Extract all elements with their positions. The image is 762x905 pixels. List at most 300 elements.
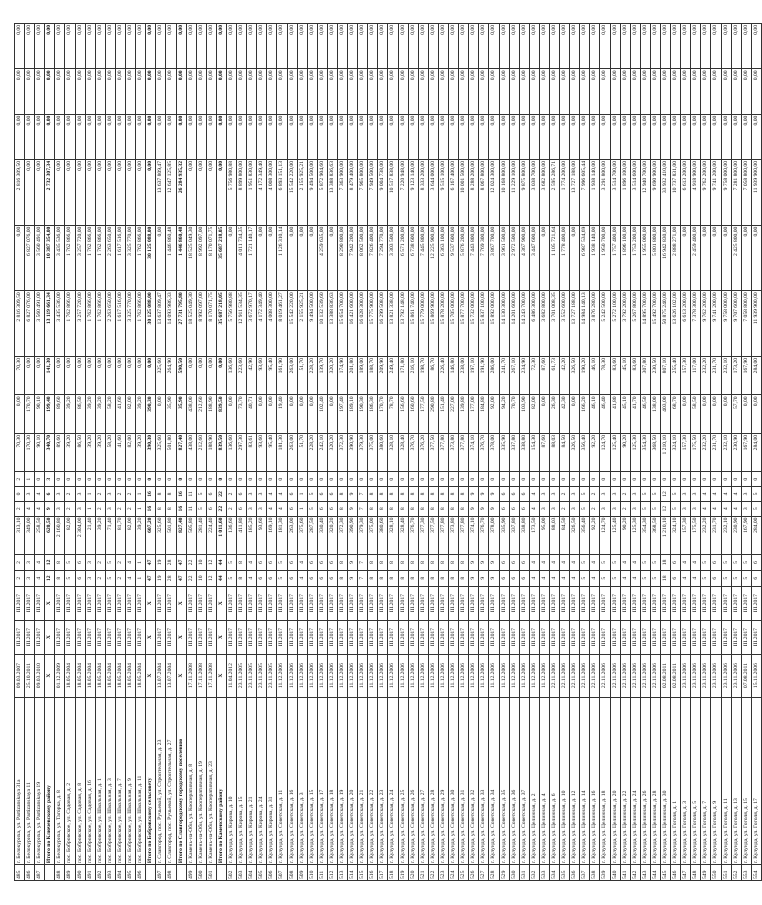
table-cell: 0,00 — [691, 69, 701, 114]
table-cell: 0,00 — [529, 114, 539, 159]
table-cell: 0 — [499, 472, 509, 487]
table-cell: 1 — [297, 501, 307, 516]
table-cell: г. Кулунда, ул. Советская, д. 25 — [398, 697, 408, 865]
table-cell: 8 — [438, 487, 448, 502]
table-cell: г. Кулунда, ул. Советская, д. 34 — [489, 697, 499, 865]
table-cell: 0,00 — [368, 69, 378, 114]
table-cell: 167,90 — [741, 433, 751, 471]
table-row — [297, 24, 307, 881]
table-cell: 0,00 — [398, 114, 408, 159]
table-row — [65, 24, 75, 881]
table-cell: 501,80 — [166, 433, 176, 471]
table-cell: 0,00 — [146, 159, 156, 225]
table-cell: 9 758 000,00 — [721, 159, 731, 225]
subtotal-row — [146, 24, 156, 881]
table-cell: III.2017 — [327, 586, 337, 620]
table-cell: 0,00 — [267, 114, 277, 159]
table-row — [580, 24, 590, 881]
table-cell: 39,20 — [136, 516, 146, 554]
table-cell: 2 — [115, 570, 125, 586]
table-cell: 0 — [317, 472, 327, 487]
table-cell: 0,00 — [206, 159, 216, 225]
table-cell: 8 — [368, 501, 378, 516]
table-cell: III.2017 — [267, 586, 277, 620]
table-cell: III.2017 — [610, 620, 620, 654]
table-cell — [176, 865, 186, 881]
table-row — [529, 24, 539, 881]
table-cell: 338,80 — [519, 433, 529, 471]
table-cell: 23.11.2006 — [721, 654, 731, 697]
table-cell: 505,80 — [186, 516, 196, 554]
table-cell: 8 — [449, 555, 459, 571]
table-cell: 0,00 — [701, 225, 711, 291]
table-cell: 0,00 — [226, 114, 236, 159]
table-cell: 263,00 — [287, 356, 297, 394]
table-cell: III.2017 — [640, 586, 650, 620]
table-cell: 3 435 536,00 — [55, 225, 65, 291]
table-cell: 6 — [317, 501, 327, 516]
table-cell: 0,00 — [257, 395, 267, 433]
table-cell: 0,00 — [166, 114, 176, 159]
table-cell: 1 955 000,00 — [640, 225, 650, 291]
table-cell: 517 — [378, 865, 388, 881]
table-cell: 0,00 — [267, 69, 277, 114]
table-cell: III.2017 — [237, 620, 247, 654]
table-cell: г. Кулунда, ул. Советская, д. 11 — [277, 697, 287, 865]
table-cell: 21,40 — [85, 516, 95, 554]
table-cell: 6 486 300,00 — [529, 291, 539, 357]
table-cell: 9 004 738,00 — [378, 159, 388, 225]
table-cell: 0,00 — [640, 69, 650, 114]
table-cell: 4 — [681, 570, 691, 586]
table-cell: 47 — [146, 570, 156, 586]
table-cell: 0,00 — [156, 69, 166, 114]
table-cell: X — [176, 654, 186, 697]
table-cell: III.2017 — [166, 586, 176, 620]
table-cell: 9 — [348, 501, 358, 516]
subtotal-row — [216, 24, 226, 881]
table-cell: 0 — [287, 472, 297, 487]
table-cell: 529 — [499, 865, 509, 881]
table-cell: 496 — [136, 865, 146, 881]
table-cell: 4 — [620, 570, 630, 586]
table-cell: 0,00 — [398, 69, 408, 114]
table-cell: 0,00 — [388, 69, 398, 114]
table-cell: III.2017 — [701, 620, 711, 654]
table-cell: 0,00 — [146, 114, 156, 159]
table-cell: 0,00 — [529, 24, 539, 69]
table-row — [257, 24, 267, 881]
table-cell: 9 — [479, 501, 489, 516]
table-cell: 181,30 — [277, 433, 287, 471]
table-cell: 11 — [186, 487, 196, 502]
table-cell: 3 447 600,00 — [529, 225, 539, 291]
table-cell: 0,00 — [388, 114, 398, 159]
table-cell: 0,00 — [317, 69, 327, 114]
table-cell: III.2017 — [115, 586, 125, 620]
table-cell: 93,60 — [257, 433, 267, 471]
table-cell: 3 — [549, 487, 559, 502]
table-cell: 354,30 — [640, 433, 650, 471]
table-cell: 58,20 — [105, 395, 115, 433]
table-cell: 1 721 140,17 — [247, 225, 257, 291]
table-cell: 13 792 148,00 — [398, 291, 408, 357]
table-cell: 0,00 — [247, 69, 257, 114]
table-cell: 0,00 — [95, 114, 105, 159]
table-cell: 0,00 — [711, 69, 721, 114]
table-cell: 0,00 — [126, 159, 136, 225]
table-cell: 9 — [348, 487, 358, 502]
table-cell: 6 — [75, 555, 85, 571]
table-cell: 8 — [418, 501, 428, 516]
table-cell: 232,10 — [721, 516, 731, 554]
table-cell: III.2017 — [206, 620, 216, 654]
table-cell: 88,03 — [549, 516, 559, 554]
table-cell: 3 — [85, 570, 95, 586]
table-cell: 4 008 300,00 — [267, 291, 277, 357]
table-cell: 320,20 — [327, 433, 337, 471]
table-cell: 35,90 — [166, 395, 176, 433]
table-cell: 4 011 734,35 — [237, 225, 247, 291]
table-cell: 18.05.2004 — [126, 654, 136, 697]
table-cell: 0 — [166, 472, 176, 487]
table-cell: 58,50 — [691, 395, 701, 433]
table-cell: 0 — [751, 472, 761, 487]
table-cell: 0 — [590, 472, 600, 487]
table-cell: 18 — [661, 570, 671, 586]
table-cell: III.2017 — [307, 620, 317, 654]
table-cell: 411,80 — [237, 516, 247, 554]
table-cell: 0 — [570, 472, 580, 487]
table-cell: III.2017 — [691, 586, 701, 620]
table-cell: 0,00 — [408, 69, 418, 114]
table-cell: 11.12.2006 — [408, 654, 418, 697]
table-cell: 0,00 — [287, 69, 297, 114]
table-cell: 326,50 — [570, 433, 580, 471]
table-row — [539, 24, 549, 881]
table-cell: 1 — [85, 487, 95, 502]
table-row — [267, 24, 277, 881]
table-cell: 0,00 — [196, 159, 206, 225]
table-cell: 0 — [398, 472, 408, 487]
table-cell: 88,03 — [549, 433, 559, 471]
table-cell: 0,00 — [549, 69, 559, 114]
table-cell: 90,20 — [620, 516, 630, 554]
table-cell: 3 — [741, 501, 751, 516]
table-cell: 520 — [408, 865, 418, 881]
table-cell: 232,20 — [701, 433, 711, 471]
table-cell: 1 938 140,00 — [590, 225, 600, 291]
table-cell: 9 537 600,00 — [449, 225, 459, 291]
table-cell: 232,20 — [701, 356, 711, 394]
table-cell: 3 257 720,00 — [75, 225, 85, 291]
table-cell: пос. Бобровское, ул. Школьная, д. 7 — [115, 697, 125, 865]
table-cell: 0,00 — [509, 24, 519, 69]
table-cell: 11.12.2006 — [338, 654, 348, 697]
table-cell: 0,00 — [338, 69, 348, 114]
table-cell: 3 — [741, 487, 751, 502]
table-cell: III.2017 — [560, 586, 570, 620]
table-cell: 78,70 — [388, 395, 398, 433]
table-cell: 12 940 700,00 — [640, 159, 650, 225]
table-cell: 8 — [449, 487, 459, 502]
table-cell: г. Кулунда, ул. Целинная, д. 22 — [620, 697, 630, 865]
table-cell: 22.11.2006 — [549, 654, 559, 697]
table-cell: 0,00 — [539, 395, 549, 433]
table-cell: 95,40 — [267, 433, 277, 471]
table-cell: 28 — [166, 555, 176, 571]
table-cell: 1 762 866,00 — [65, 291, 75, 357]
table-cell: 0,00 — [751, 69, 761, 114]
table-cell: 491 — [85, 865, 95, 881]
table-cell: III.2017 — [529, 620, 539, 654]
table-cell: III.2017 — [459, 586, 469, 620]
table-cell: 531 — [519, 865, 529, 881]
table-cell: 7 942 200,00 — [348, 225, 358, 291]
table-cell: 14 093 986,33 — [166, 291, 176, 357]
table-cell: 508 — [287, 865, 297, 881]
table-cell: 0 — [701, 472, 711, 487]
table-cell: 2 — [95, 555, 105, 571]
table-cell: 3 038 700,00 — [529, 159, 539, 225]
table-cell: 7 378 300,00 — [691, 291, 701, 357]
table-cell: 0,00 — [721, 225, 731, 291]
table-cell: 8 — [428, 570, 438, 586]
table-cell: г. Кулунда, ул. Советская, д. 33 — [479, 697, 489, 865]
table-cell: 487 — [35, 865, 45, 881]
table-cell: 09.03.2007 — [15, 654, 25, 697]
table-cell: 0,00 — [196, 69, 206, 114]
table-cell: III.2017 — [519, 586, 529, 620]
table-cell: 12 911 534,35 — [237, 291, 247, 357]
table-cell: 0,00 — [479, 24, 489, 69]
table-cell: 8 067 800,00 — [479, 159, 489, 225]
table-cell: 5 — [65, 570, 75, 586]
table-cell: 6 — [317, 570, 327, 586]
table-cell: 6 738 600,00 — [408, 225, 418, 291]
table-cell: пос. Бобровское, ул. Садовая, д. 16 — [85, 697, 95, 865]
table-cell: 0,00 — [146, 24, 156, 69]
table-row — [711, 24, 721, 881]
table-cell: 16 299 508,00 — [378, 291, 388, 357]
table-cell: III.2017 — [115, 620, 125, 654]
table-cell: пос. Бобровское, ул. Садовая, д. 8 — [75, 697, 85, 865]
table-cell: 0,00 — [277, 69, 287, 114]
table-cell: 4 — [570, 555, 580, 571]
table-row — [126, 24, 136, 881]
table-cell: 0,00 — [55, 24, 65, 69]
table-cell: 0,00 — [681, 24, 691, 69]
table-cell: 0,00 — [620, 24, 630, 69]
table-cell: Итого по Бобровскому сельсовету — [146, 697, 156, 865]
table-cell: 0,00 — [327, 395, 337, 433]
table-cell: 374,10 — [469, 433, 479, 471]
table-cell: 86,50 — [75, 433, 85, 471]
table-cell: 4 — [126, 570, 136, 586]
table-cell: 9 — [479, 570, 489, 586]
table-cell: 15 732 000,00 — [469, 291, 479, 357]
table-cell: 4 — [590, 570, 600, 586]
table-cell: 0,00 — [327, 225, 337, 291]
table-cell: 0,00 — [15, 69, 25, 114]
table-cell: 4 — [711, 487, 721, 502]
table-cell: 0,00 — [297, 24, 307, 69]
table-cell: III.2017 — [479, 620, 489, 654]
table-cell: 197,40 — [338, 395, 348, 433]
table-cell: 492 — [95, 865, 105, 881]
table-cell: 2 — [65, 501, 75, 516]
table-cell: 3 — [105, 487, 115, 502]
table-cell: 0 — [438, 472, 448, 487]
table-cell: 0,00 — [408, 24, 418, 69]
table-cell: III.2017 — [257, 620, 267, 654]
table-cell: 510 — [307, 865, 317, 881]
table-cell: 0,00 — [226, 24, 236, 69]
table-cell: 5 801 800,00 — [650, 225, 660, 291]
table-cell: 0 — [671, 472, 681, 487]
table-cell: 546 — [671, 865, 681, 881]
table-cell: 51,70 — [297, 433, 307, 471]
table-cell: III.2017 — [590, 620, 600, 654]
table-cell: 83,60 — [630, 356, 640, 394]
table-cell: 22.11.2006 — [610, 654, 620, 697]
table-cell: 141,30 — [45, 356, 55, 394]
table-cell: III.2017 — [509, 586, 519, 620]
table-cell: 2 — [15, 472, 25, 487]
table-cell: 14 243 700,00 — [519, 291, 529, 357]
table-cell: 45,10 — [620, 356, 630, 394]
table-cell: 39,20 — [95, 516, 105, 554]
table-cell: 0 — [449, 472, 459, 487]
table-cell: 3 — [247, 487, 257, 502]
table-cell: 5 756 980,88 — [226, 291, 236, 357]
table-cell: г. Кулунда, ул. Советская, д. 19 — [338, 697, 348, 865]
table-cell: X — [176, 586, 186, 620]
table-cell: 3 — [257, 487, 267, 502]
table-cell: 14 130 300,00 — [499, 291, 509, 357]
table-cell: 0,00 — [216, 159, 226, 225]
table-cell: 4 — [590, 555, 600, 571]
table-cell: 0,00 — [630, 114, 640, 159]
table-cell: 13.07.2004 — [166, 654, 176, 697]
table-cell: 4 — [267, 487, 277, 502]
table-cell: 5 — [751, 501, 761, 516]
table-cell: 0 — [35, 472, 45, 487]
table-row — [459, 24, 469, 881]
table-cell: 0,00 — [600, 24, 610, 69]
table-cell: 2 — [115, 501, 125, 516]
table-cell: 10 — [196, 570, 206, 586]
table-cell: 0,00 — [741, 69, 751, 114]
table-cell: г. Кулунда, ул. Гоголя, д. 17 — [751, 697, 761, 865]
table-cell: III.2017 — [55, 586, 65, 620]
table-cell: 0,00 — [136, 356, 146, 394]
table-cell: III.2017 — [277, 586, 287, 620]
table-cell: 0,00 — [580, 114, 590, 159]
table-cell: 41,60 — [115, 395, 125, 433]
table-cell: г. Камень-на-Оби, ул. Кооперативная, д. 19 — [196, 697, 206, 865]
table-cell: 2 — [95, 487, 105, 502]
table-cell: 372,30 — [338, 433, 348, 471]
table-cell: 8 062 500,00 — [358, 225, 368, 291]
table-cell: 7 — [358, 555, 368, 571]
table-cell: 827,40 — [176, 433, 186, 471]
table-cell: 6 — [307, 555, 317, 571]
table-cell: III.2017 — [650, 586, 660, 620]
table-cell: 3 325 770,00 — [126, 225, 136, 291]
table-cell: Итого по Ключевскому району — [45, 697, 55, 865]
table-cell: 8 — [398, 487, 408, 502]
table-cell: 9 — [469, 501, 479, 516]
table-cell: 15 861 740,00 — [408, 291, 418, 357]
table-cell: III.2017 — [549, 620, 559, 654]
table-cell: 0,00 — [55, 114, 65, 159]
table-cell: 07.08.2011 — [741, 654, 751, 697]
table-cell: 5 — [640, 487, 650, 502]
table-cell: III.2017 — [358, 586, 368, 620]
table-cell: г. Кулунда, ул. Кирова, д. 15 — [237, 697, 247, 865]
table-cell: г. Кулунда, ул. Советская, д. 36 — [509, 697, 519, 865]
table-cell: 0,00 — [661, 114, 671, 159]
table-cell: 375,00 — [368, 516, 378, 554]
table-cell: 17.11.2008 — [206, 654, 216, 697]
table-cell: 5 — [580, 570, 590, 586]
table-cell: 6 — [499, 570, 509, 586]
table-cell: 0,00 — [560, 24, 570, 69]
table-cell: 0,00 — [590, 114, 600, 159]
table-cell: 173,50 — [529, 516, 539, 554]
table-cell: 2 — [15, 555, 25, 571]
table-row — [731, 24, 741, 881]
table-cell: 18.05.2004 — [105, 654, 115, 697]
table-cell: 39,20 — [65, 433, 75, 471]
table-cell: 503 — [237, 865, 247, 881]
table-cell: 0,00 — [297, 395, 307, 433]
table-cell: III.2017 — [499, 620, 509, 654]
table-cell: 488 — [55, 865, 65, 881]
table-cell: 6 — [751, 555, 761, 571]
table-cell: 4 — [731, 501, 741, 516]
table-cell: 513 — [338, 865, 348, 881]
table-cell: 3 — [691, 501, 701, 516]
table-cell: 8 — [368, 487, 378, 502]
table-cell: 0,00 — [489, 24, 499, 69]
table-cell: 0,00 — [570, 69, 580, 114]
table-cell: III.2017 — [226, 620, 236, 654]
table-row — [75, 24, 85, 881]
table-cell: III.2017 — [105, 620, 115, 654]
table-cell: 0 — [338, 472, 348, 487]
table-cell: 8 899 800,00 — [237, 159, 247, 225]
table-cell: 8 — [388, 555, 398, 571]
table-cell: 5 — [741, 555, 751, 571]
table-cell: 136,60 — [226, 433, 236, 471]
table-cell: 23.11.2006 — [681, 654, 691, 697]
table-cell: 0 — [418, 472, 428, 487]
table-cell: 15 492 700,00 — [650, 291, 660, 357]
table-row — [640, 24, 650, 881]
table-cell: 14 201 600,00 — [509, 291, 519, 357]
table-cell: 0,00 — [176, 114, 186, 159]
table-cell: 90,10 — [35, 433, 45, 471]
table-cell: 177,50 — [418, 395, 428, 433]
table-cell: 13 727 188,00 — [570, 159, 580, 225]
table-cell: 375,00 — [368, 433, 378, 471]
table-cell: 8 — [408, 487, 418, 502]
table-cell: 6 — [237, 501, 247, 516]
table-cell: III.2017 — [388, 620, 398, 654]
table-cell: 3 — [630, 487, 640, 502]
